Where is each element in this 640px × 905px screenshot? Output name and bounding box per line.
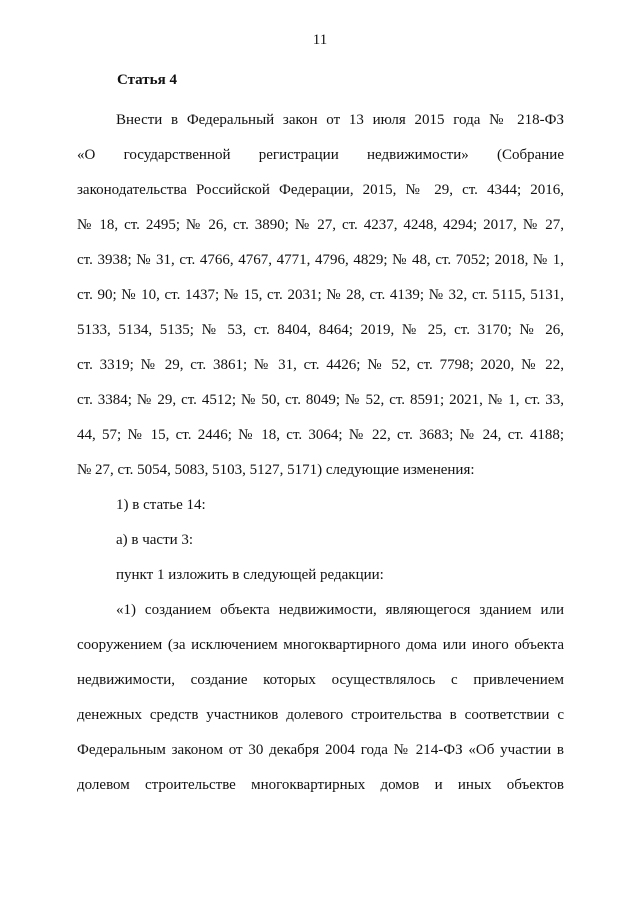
text-line: а) в части 3: xyxy=(116,532,194,548)
text-line: денежных средств участников долевого строительства в соответствии с xyxy=(77,707,564,723)
text-line: Внести в Федеральный закон от 13 июля 2015 года № 218-ФЗ xyxy=(116,112,564,128)
text-line: пункт 1 изложить в следующей редакции: xyxy=(116,567,384,583)
text-line: 5133, 5134, 5135; № 53, ст. 8404, 8464; 2019, № 25, ст. 3170; № 26, xyxy=(77,322,564,338)
text-line: № 27, ст. 5054, 5083, 5103, 5127, 5171) следующие изменения: xyxy=(77,462,475,478)
text-line: «1) созданием объекта недвижимости, являющегося зданием или xyxy=(116,602,564,618)
text-line: ст. 90; № 10, ст. 1437; № 15, ст. 2031; № 28, ст. 4139; № 32, ст. 5115, 5131, xyxy=(77,287,564,303)
text-line: ст. 3938; № 31, ст. 4766, 4767, 4771, 4796, 4829; № 48, ст. 7052; 2018, № 1, xyxy=(77,252,564,268)
text-line: № 18, ст. 2495; № 26, ст. 3890; № 27, ст. 4237, 4248, 4294; 2017, № 27, xyxy=(77,217,564,233)
text-line: 1) в статье 14: xyxy=(116,497,206,513)
document-body xyxy=(77,103,564,803)
text-line: ст. 3384; № 29, ст. 4512; № 50, ст. 8049; № 52, ст. 8591; 2021, № 1, ст. 33, xyxy=(77,392,564,408)
text-line: Федеральным законом от 30 декабря 2004 года № 214-ФЗ «Об участии в xyxy=(77,742,564,758)
text-line: 44, 57; № 15, ст. 2446; № 18, ст. 3064; № 22, ст. 3683; № 24, ст. 4188; xyxy=(77,427,564,443)
text-line: законодательства Российской Федерации, 2015, № 29, ст. 4344; 2016, xyxy=(77,182,564,198)
text-line: «О государственной регистрации недвижимости» (Собрание xyxy=(77,147,564,163)
text-line: долевом строительстве многоквартирных домов и иных объектов xyxy=(77,777,564,793)
text-line: недвижимости, создание которых осуществлялось с привлечением xyxy=(77,672,564,688)
page-number: 11 xyxy=(312,32,328,48)
text-line: ст. 3319; № 29, ст. 3861; № 31, ст. 4426; № 52, ст. 7798; 2020, № 22, xyxy=(77,357,564,373)
text-line: сооружением (за исключением многоквартирного дома или иного объекта xyxy=(77,637,564,653)
article-heading: Статья 4 xyxy=(117,72,177,88)
